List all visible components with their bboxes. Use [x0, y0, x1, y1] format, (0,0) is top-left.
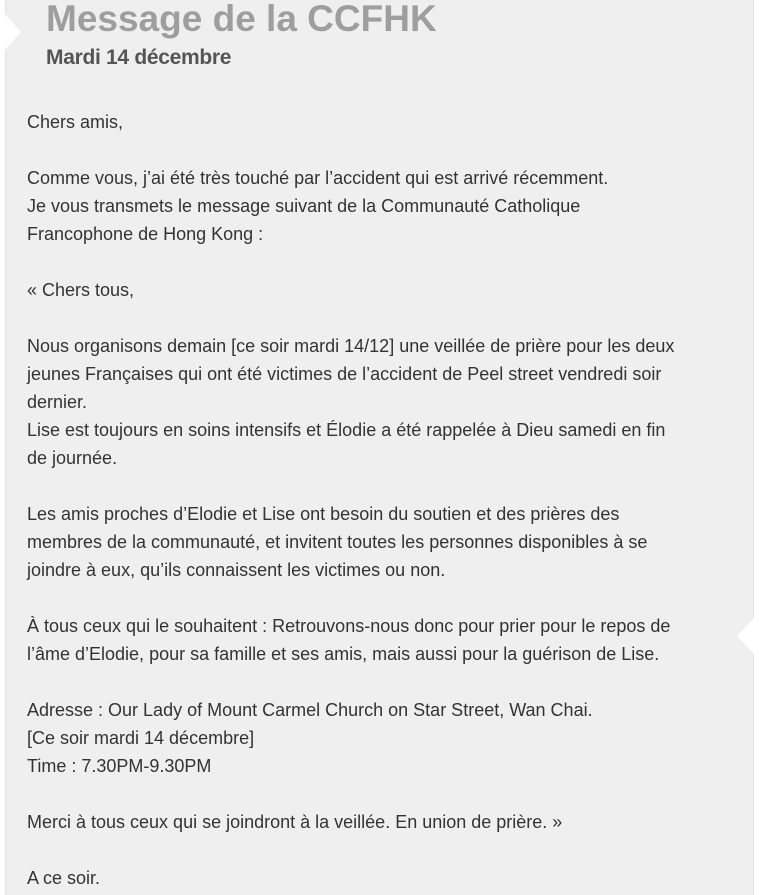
friends-line: joindre à eux, qu’ils connaissent les victimes ou non. — [27, 560, 446, 580]
greeting-paragraph — [27, 108, 742, 136]
intro-line: Je vous transmets le message suivant de la Communauté Catholique — [27, 196, 581, 216]
friends-line: Les amis proches d’Elodie et Lise ont besoin du soutien et des prières des — [27, 504, 620, 524]
page-title: Message de la CCFHK — [46, 0, 437, 39]
intro-paragraph — [27, 164, 742, 248]
vigil-line: dernier. — [27, 392, 88, 412]
invitation-line: À tous ceux qui le souhaitent : Retrouvons-nous donc pour prier pour le repos de — [27, 616, 671, 636]
friends-line: membres de la communauté, et invitent toutes les personnes disponibles à se — [27, 532, 648, 552]
address-line: Adresse : Our Lady of Mount Carmel Church on Star Street, Wan Chai. — [27, 700, 593, 720]
vigil-line: Lise est toujours en soins intensifs et Élodie a été rappelée à Dieu samedi en fin — [27, 420, 666, 440]
friends-paragraph — [27, 500, 742, 584]
closing-paragraph — [27, 864, 742, 892]
intro-line: Francophone de Hong Kong : — [27, 224, 264, 244]
message-body — [27, 108, 742, 895]
quote-greeting-paragraph — [27, 276, 742, 304]
details-paragraph — [27, 696, 742, 780]
invitation-line: l’âme d’Elodie, pour sa famille et ses amis, mais aussi pour la guérison de Lise. — [27, 644, 660, 664]
time-line: Time : 7.30PM-9.30PM — [27, 756, 212, 776]
quote-greeting-line: « Chers tous, — [27, 280, 135, 300]
vigil-line: de journée. — [27, 448, 118, 468]
thanks-paragraph — [27, 808, 742, 836]
closing-line: A ce soir. — [27, 868, 101, 888]
post-date: Mardi 14 décembre — [46, 46, 232, 69]
vigil-line: Nous organisons demain [ce soir mardi 14/12] une veillée de prière pour les deux — [27, 336, 675, 356]
date-line: [Ce soir mardi 14 décembre] — [27, 728, 255, 748]
invitation-paragraph — [27, 612, 742, 668]
panel-left-notch — [5, 14, 21, 50]
vigil-line: jeunes Françaises qui ont été victimes de l’accident de Peel street vendredi soir — [27, 364, 662, 384]
vigil-paragraph — [27, 332, 742, 472]
greeting-line: Chers amis, — [27, 112, 124, 132]
intro-line: Comme vous, j’ai été très touché par l’accident qui est arrivé récemment. — [27, 168, 609, 188]
thanks-line: Merci à tous ceux qui se joindront à la veillée. En union de prière. » — [27, 812, 563, 832]
